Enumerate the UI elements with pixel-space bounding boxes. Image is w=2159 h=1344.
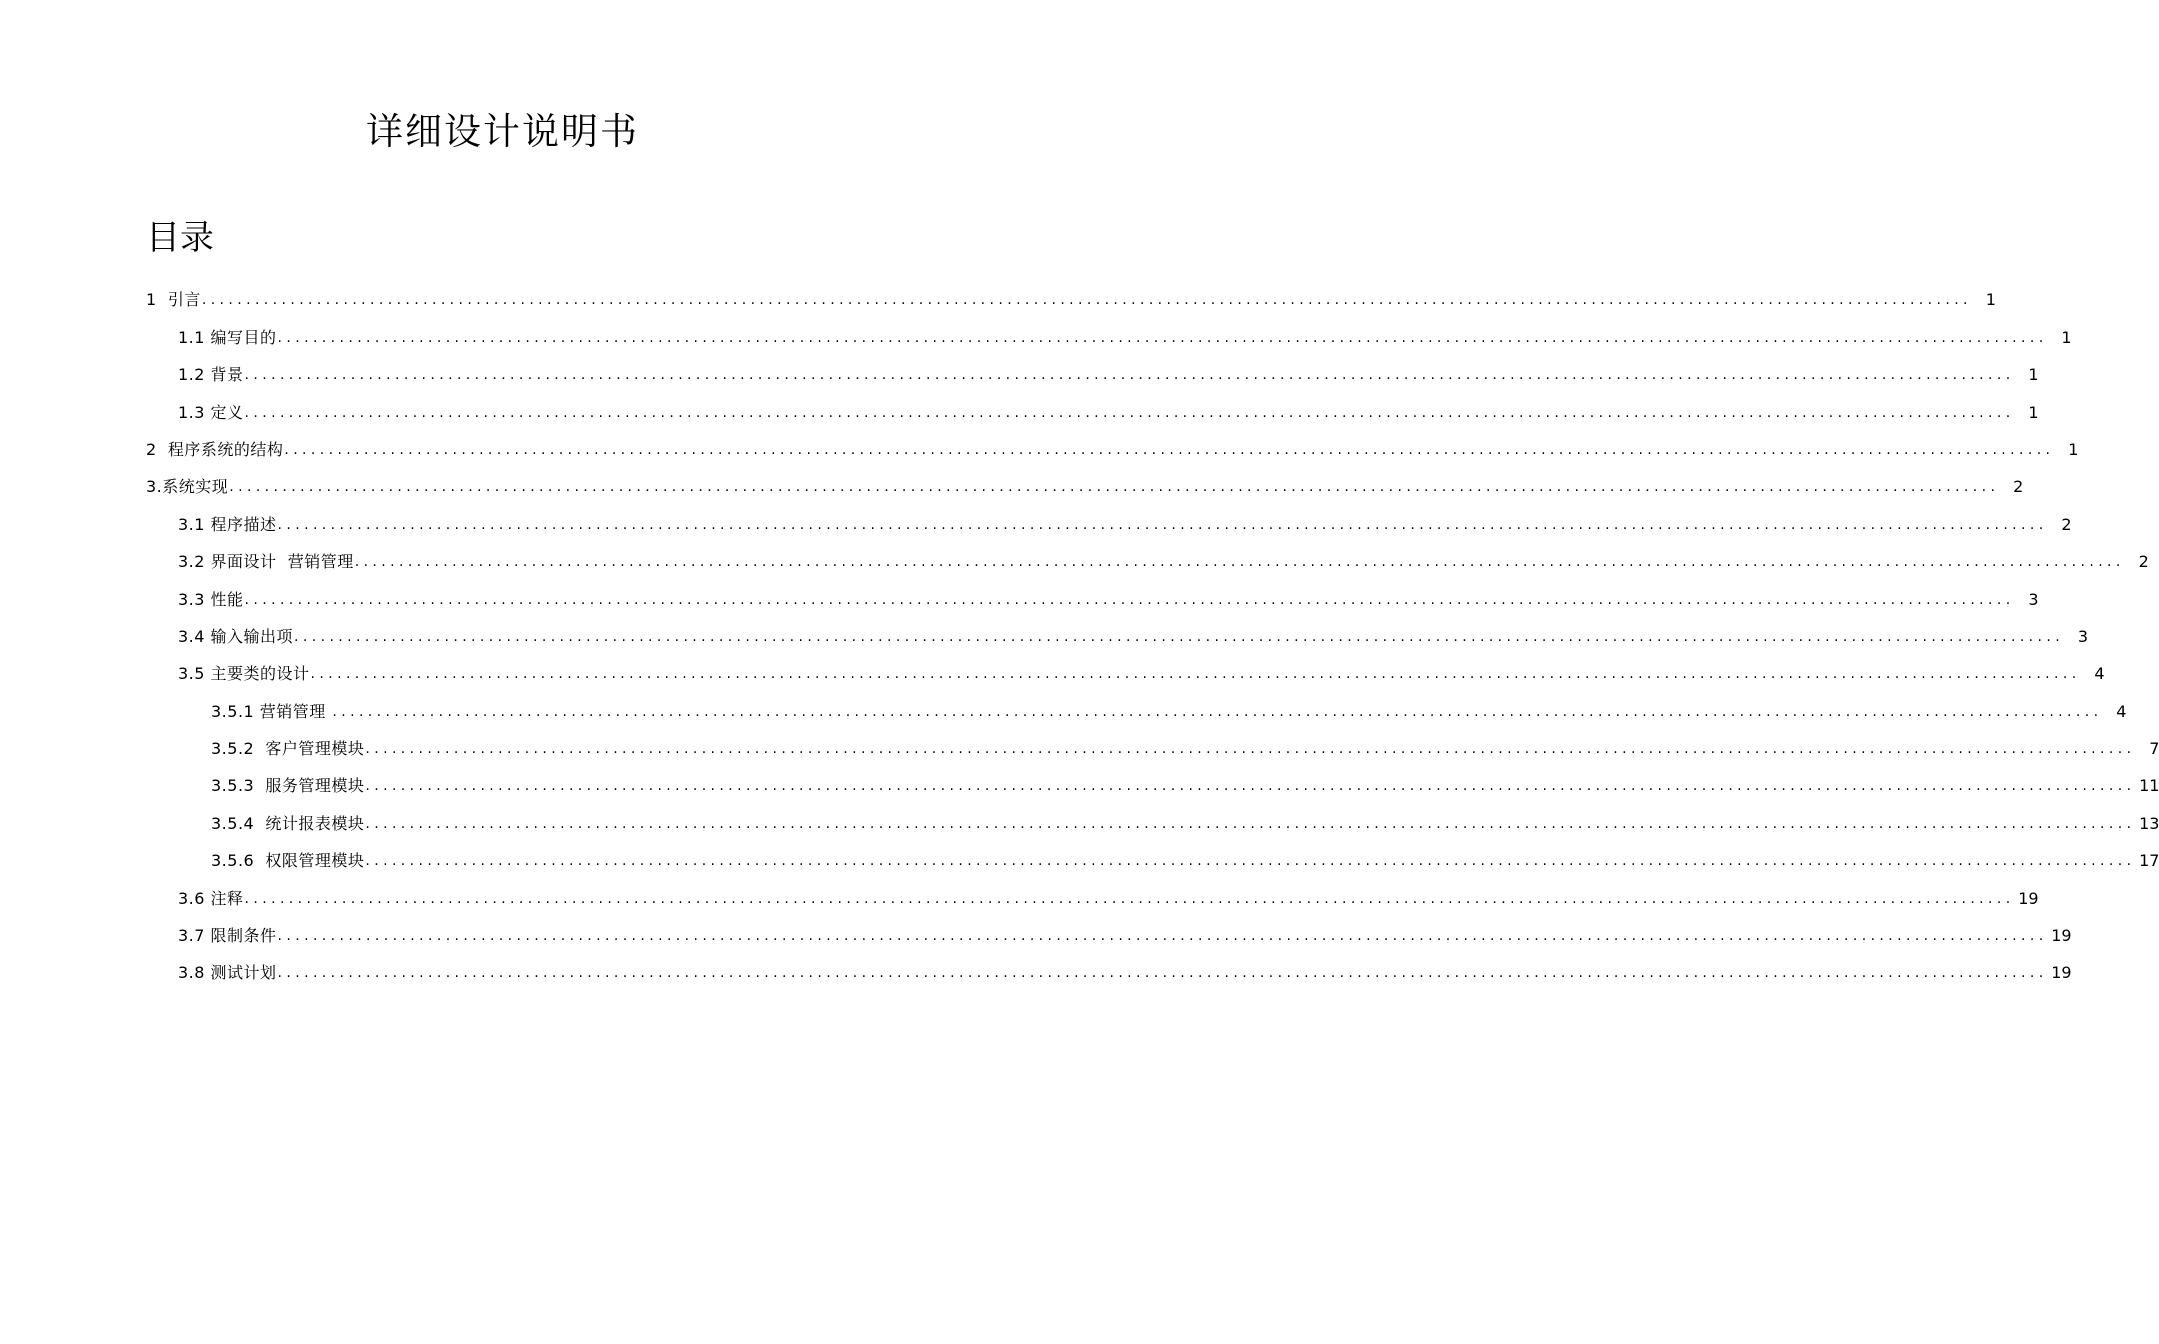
toc-leader-dots: ........................................................................................................................................................................................................ [229, 479, 2000, 496]
toc-entry-label: 3.5.2 客户管理模块 [211, 739, 365, 759]
toc-leader-dots: ........................................................................................................................................................................................................ [277, 516, 2048, 533]
toc-entry-page: 1 [2028, 402, 2039, 422]
toc-entry-label: 3.5.6 权限管理模块 [211, 851, 365, 871]
toc-entry-label: 3.5.1 营销管理 [211, 701, 332, 721]
table-of-contents [0, 280, 2159, 990]
toc-entry-page: 17 [2139, 851, 2159, 871]
toc-entry[interactable] [0, 542, 2149, 579]
toc-entry[interactable] [0, 355, 2039, 392]
toc-entry[interactable] [0, 803, 2159, 840]
toc-leader-dots: ........................................................................................................................................................................................................ [365, 778, 2136, 795]
toc-entry-page: 4 [2116, 701, 2127, 721]
toc-leader-dots: ........................................................................................................................................................................................................ [354, 554, 2125, 571]
toc-entry-page: 1 [1985, 290, 1996, 310]
toc-entry[interactable] [0, 617, 2089, 654]
toc-entry-page: 4 [2094, 664, 2105, 684]
toc-leader-dots: ........................................................................................................................................................................................................ [365, 741, 2136, 758]
toc-leader-dots: ........................................................................................................................................................................................................ [332, 703, 2103, 720]
toc-entry-page: 1 [2061, 327, 2072, 347]
toc-entry-page: 2 [2138, 552, 2149, 572]
toc-leader-dots: ........................................................................................................................................................................................................ [244, 367, 2015, 384]
toc-entry-label: 3.1 程序描述 [178, 514, 277, 534]
toc-entry-page: 3 [2028, 589, 2039, 609]
toc-entry-page: 3 [2077, 626, 2089, 646]
toc-entry[interactable] [0, 392, 2039, 429]
toc-leader-dots: ........................................................................................................................................................................................................ [277, 965, 2048, 982]
toc-entry-label: 3.4 输入输出项 [178, 626, 294, 646]
toc-entry-label: 1.2 背景 [178, 365, 244, 385]
toc-leader-dots: ........................................................................................................................................................................................................ [365, 815, 2136, 832]
toc-entry[interactable] [0, 430, 2079, 467]
toc-entry[interactable] [0, 878, 2039, 915]
toc-leader-dots: ........................................................................................................................................................................................................ [365, 853, 2136, 870]
toc-entry[interactable] [0, 766, 2159, 803]
toc-entry-page: 2 [2061, 514, 2072, 534]
toc-entry[interactable] [0, 504, 2072, 541]
toc-leader-dots: ........................................................................................................................................................................................................ [277, 329, 2048, 346]
toc-entry-label: 3.6 注释 [178, 888, 244, 908]
toc-entry[interactable] [0, 317, 2072, 354]
toc-entry-page: 19 [2051, 926, 2072, 946]
toc-entry-label: 3.3 性能 [178, 589, 244, 609]
toc-leader-dots: ........................................................................................................................................................................................................ [277, 928, 2048, 945]
toc-entry-page: 1 [2068, 439, 2079, 459]
toc-entry[interactable] [0, 916, 2072, 953]
toc-entry-label: 1.1 编写目的 [178, 327, 277, 347]
toc-entry-page: 19 [2051, 963, 2072, 983]
document-title: 详细设计说明书 [366, 110, 639, 153]
toc-leader-dots: ........................................................................................................................................................................................................ [244, 591, 2015, 608]
toc-entry-label: 3.5 主要类的设计 [178, 664, 310, 684]
toc-entry[interactable] [0, 467, 2024, 504]
toc-leader-dots: ........................................................................................................................................................................................................ [244, 890, 2015, 907]
toc-entry-label: 3.系统实现 [146, 477, 229, 497]
toc-entry[interactable] [0, 691, 2127, 728]
toc-entry-label: 3.8 测试计划 [178, 963, 277, 983]
toc-leader-dots: ........................................................................................................................................................................................................ [310, 666, 2081, 683]
toc-entry-label: 3.2 界面设计 营销管理 [178, 552, 354, 572]
toc-entry-page: 11 [2139, 776, 2159, 796]
toc-entry-label: 1 引言 [146, 290, 201, 310]
toc-leader-dots: ........................................................................................................................................................................................................ [284, 441, 2055, 458]
toc-entry-label: 1.3 定义 [178, 402, 244, 422]
toc-entry-label: 3.5.3 服务管理模块 [211, 776, 365, 796]
toc-entry[interactable] [0, 654, 2105, 691]
toc-entry-page: 13 [2139, 813, 2159, 833]
toc-heading: 目录 [146, 218, 214, 258]
toc-entry[interactable] [0, 280, 1996, 317]
toc-entry[interactable] [0, 729, 2159, 766]
toc-entry-page: 7 [2149, 739, 2159, 759]
toc-entry-page: 19 [2018, 888, 2039, 908]
toc-entry[interactable] [0, 579, 2039, 616]
toc-entry[interactable] [0, 841, 2159, 878]
toc-entry-label: 3.7 限制条件 [178, 926, 277, 946]
toc-entry-label: 3.5.4 统计报表模块 [211, 813, 365, 833]
toc-leader-dots: ........................................................................................................................................................................................................ [201, 292, 1972, 309]
toc-entry-page: 2 [2013, 477, 2024, 497]
toc-entry-page: 1 [2028, 365, 2039, 385]
toc-leader-dots: ........................................................................................................................................................................................................ [244, 404, 2015, 421]
toc-entry-label: 2 程序系统的结构 [146, 439, 284, 459]
toc-entry[interactable] [0, 953, 2072, 990]
toc-leader-dots: ........................................................................................................................................................................................................ [294, 628, 2065, 645]
